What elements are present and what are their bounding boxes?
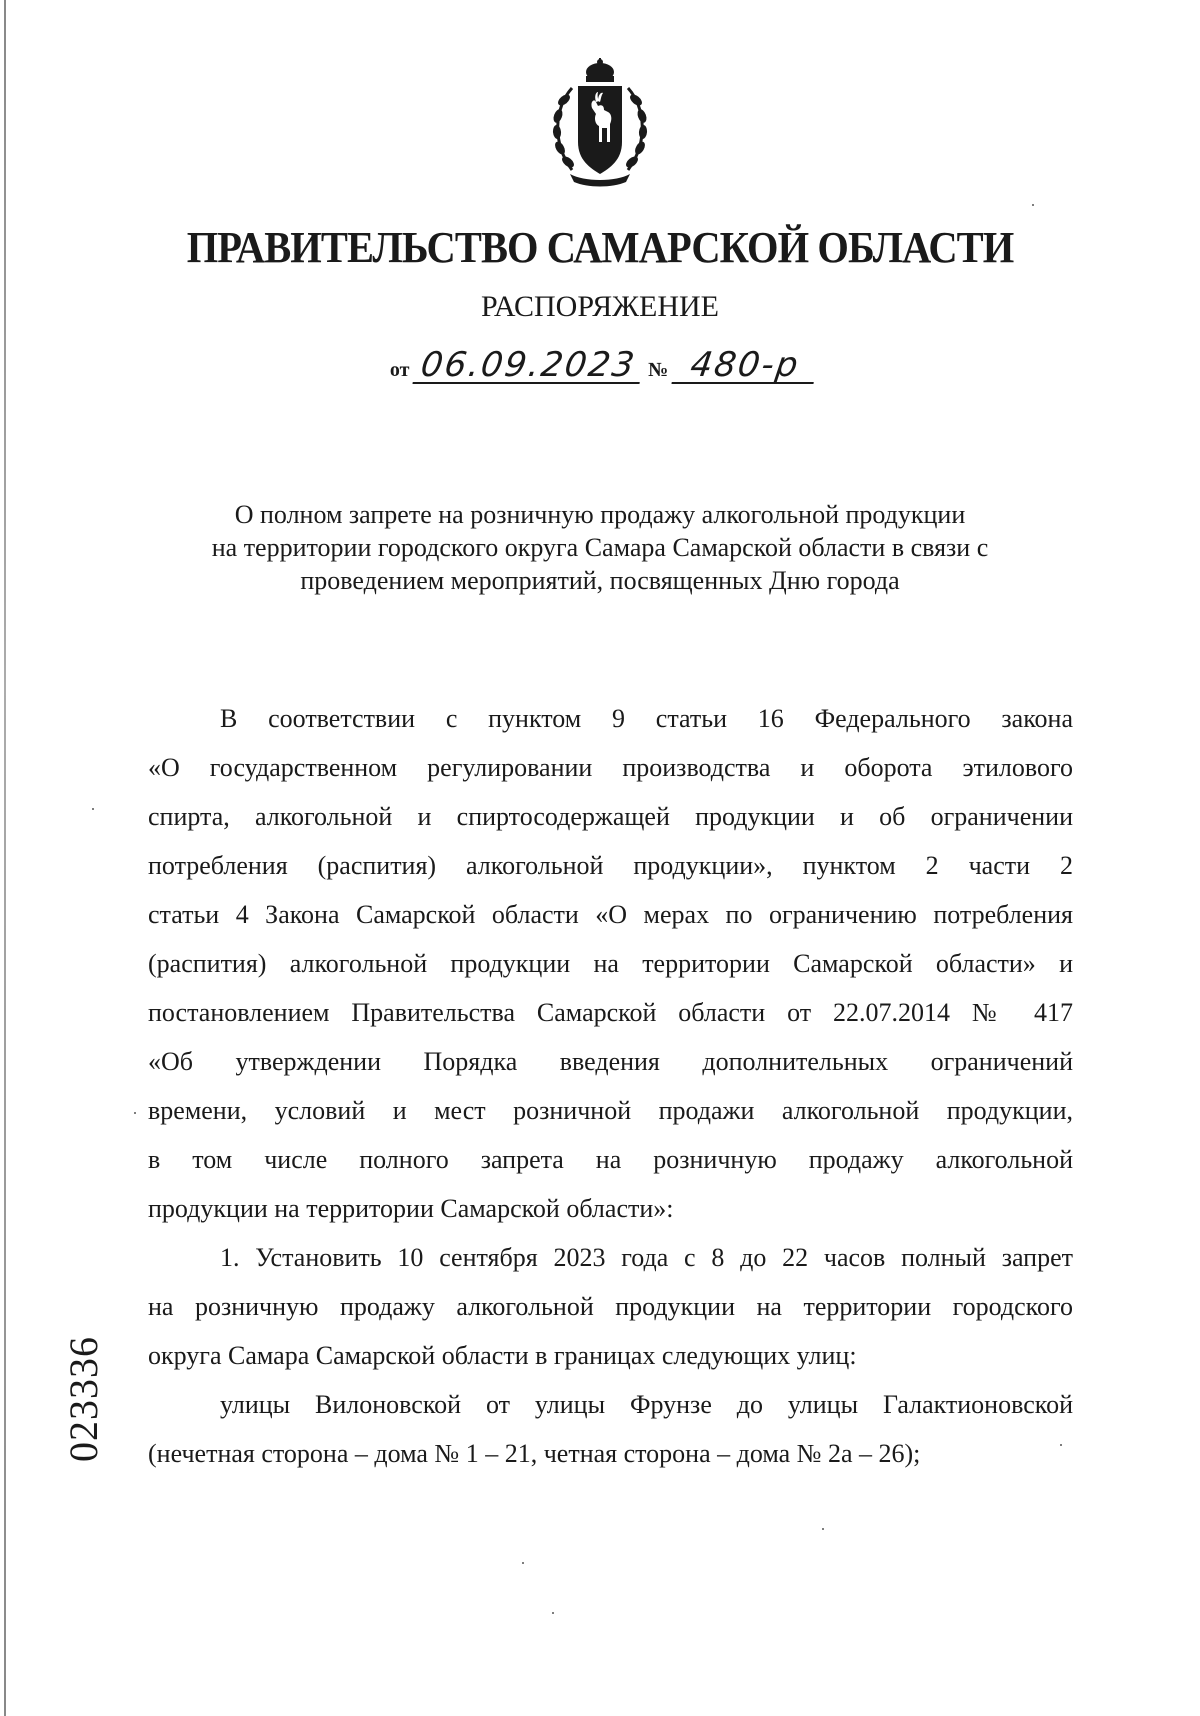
body-line: в том числе полного запрета на розничную продажу алкогольной — [148, 1145, 1073, 1174]
scan-speck — [1060, 1444, 1062, 1446]
body-line: на розничную продажу алкогольной продукции на территории городского — [148, 1292, 1073, 1321]
org-title: ПРАВИТЕЛЬСТВО САМАРСКОЙ ОБЛАСТИ — [186, 223, 1014, 272]
body-line: статьи 4 Закона Самарской области «О мерах по ограничению потребления — [148, 900, 1073, 929]
subject-line: на территории городского округа Самара Самарской области в связи с — [211, 533, 989, 562]
coat-of-arms-icon — [542, 58, 658, 190]
body-line: потребления (распития) алкогольной продукции», пунктом 2 части 2 — [148, 851, 1073, 880]
scan-speck — [1032, 204, 1034, 206]
body-line: (нечетная сторона – дома № 1 – 21, четная сторона – дома № 2а – 26); — [148, 1439, 921, 1468]
scan-speck — [522, 1562, 524, 1564]
body-line: спирта, алкогольной и спиртосодержащей продукции и об ограничении — [148, 802, 1073, 831]
body-line: времени, условий и мест розничной продажи алкогольной продукции, — [148, 1096, 1073, 1125]
document-subject — [160, 498, 1040, 597]
scan-speck — [822, 1528, 824, 1530]
body-line: В соответствии с пунктом 9 статьи 16 Федерального закона — [220, 704, 1073, 733]
subject-line: проведением мероприятий, посвященных Дню города — [300, 566, 900, 595]
handwritten-number: 480-р — [672, 348, 819, 384]
scan-speck — [552, 1612, 554, 1614]
date-prefix: от — [389, 359, 410, 381]
body-line: 1. Установить 10 сентября 2023 года с 8 до 22 часов полный запрет — [220, 1243, 1073, 1272]
body-line: улицы Вилоновской от улицы Фрунзе до улицы Галактионовской — [220, 1390, 1073, 1419]
body-line: округа Самара Самарской области в границах следующих улиц: — [148, 1341, 857, 1370]
date-number-line — [0, 345, 1200, 385]
body-line: «О государственном регулировании производства и оборота этилового — [148, 753, 1073, 782]
document-type: РАСПОРЯЖЕНИЕ — [480, 290, 720, 323]
body-line: постановлением Правительства Самарской области от 22.07.2014 № 417 — [148, 998, 1073, 1027]
body-line: «Об утверждении Порядка введения дополнительных ограничений — [148, 1047, 1073, 1076]
handwritten-date: 06.09.2023 — [413, 348, 645, 384]
scan-speck — [92, 808, 94, 810]
scan-edge-line — [4, 0, 6, 1716]
scan-speck — [134, 1112, 136, 1114]
number-prefix: № — [648, 359, 669, 381]
body-line: продукции на территории Самарской области»: — [148, 1194, 674, 1223]
body-line: (распития) алкогольной продукции на территории Самарской области» и — [148, 949, 1073, 978]
side-serial-number: 023336 — [61, 1336, 106, 1462]
subject-line: О полном запрете на розничную продажу алкогольной продукции — [234, 500, 966, 529]
document-body — [148, 694, 1073, 1478]
